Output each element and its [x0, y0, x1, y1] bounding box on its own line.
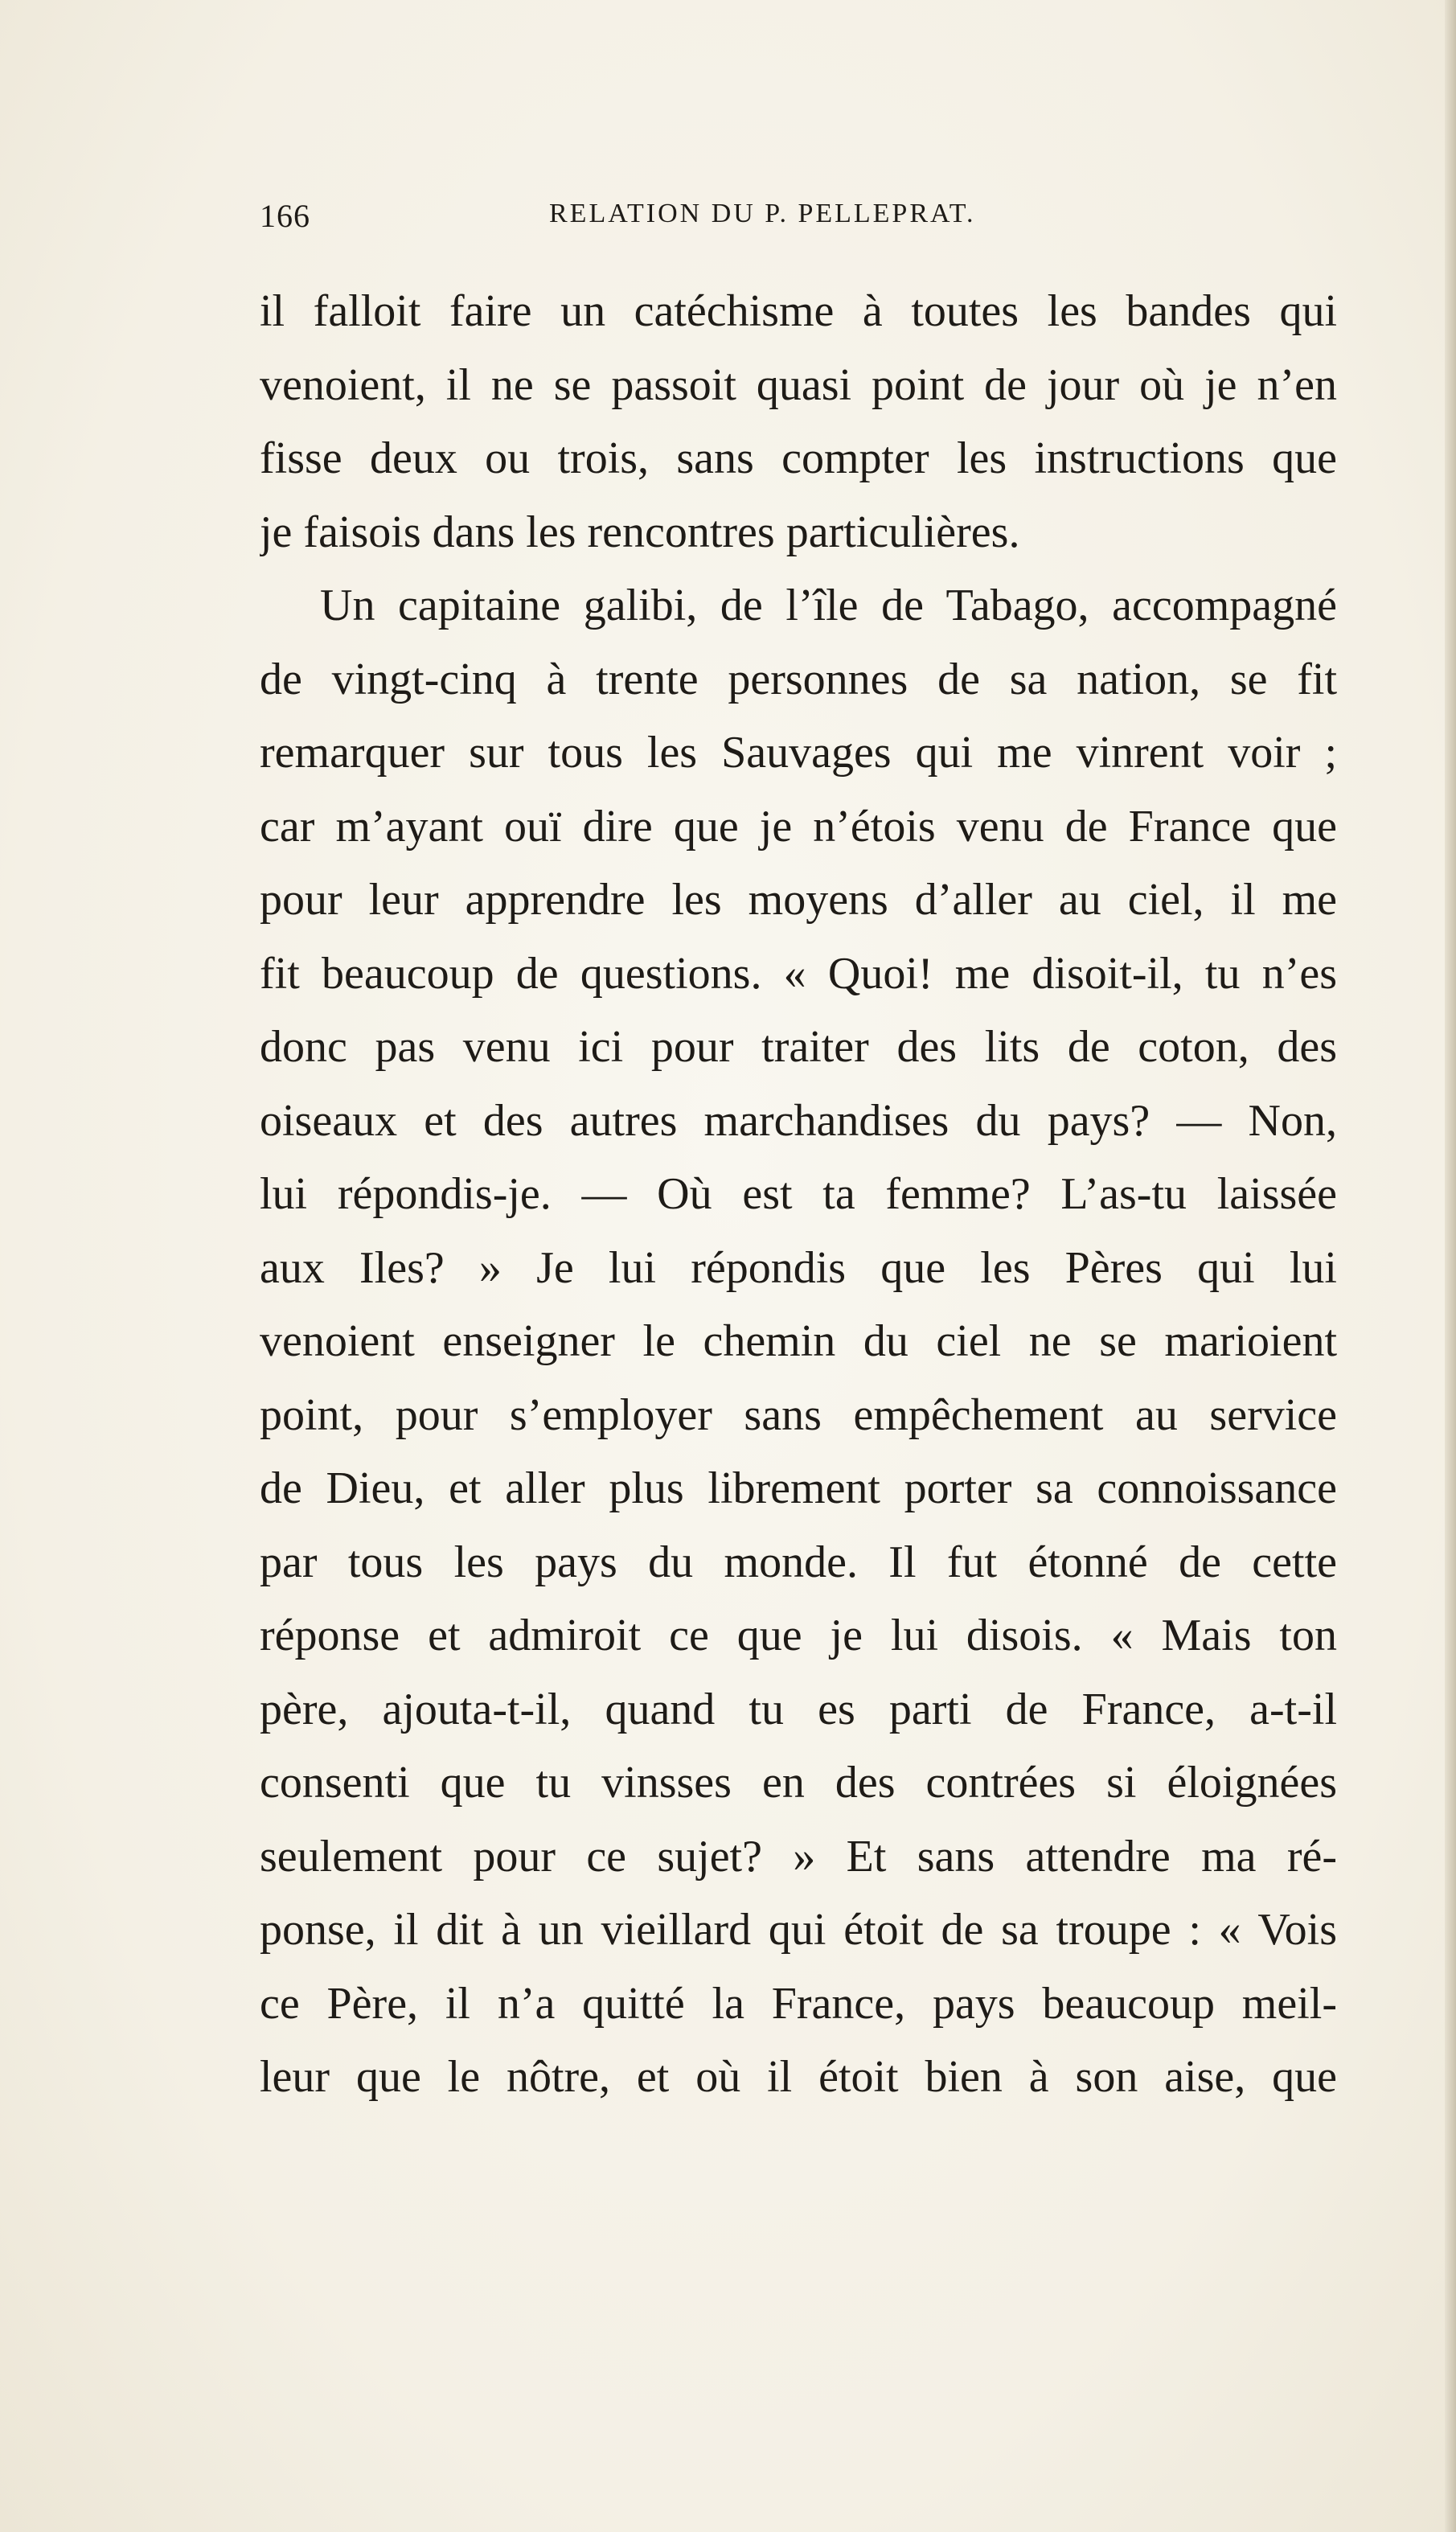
text-line: donc pas venu ici pour traiter des lits de coton, des: [260, 1022, 1337, 1072]
body-text: [260, 275, 1337, 2115]
text-line: lui répondis-je. — Où est ta femme? L’as-tu laissée: [260, 1169, 1337, 1219]
text-line: ce Père, il n’a quitté la France, pays beaucoup meil-: [260, 1978, 1337, 2029]
page-header: [260, 197, 1337, 245]
text-line: de Dieu, et aller plus librement porter sa connoissance: [260, 1463, 1337, 1513]
text-line: car m’ayant ouï dire que je n’étois venu de France que: [260, 801, 1337, 852]
page-number: 166: [260, 198, 310, 234]
text-line: oiseaux et des autres marchandises du pays? — Non,: [260, 1095, 1337, 1146]
text-line: par tous les pays du monde. Il fut étonné de cette: [260, 1537, 1337, 1587]
text-line: fisse deux ou trois, sans compter les instructions que: [260, 433, 1337, 483]
page-edge: [1445, 0, 1456, 2532]
text-line: seulement pour ce sujet? » Et sans attendre ma ré-: [260, 1831, 1337, 1882]
text-line: leur que le nôtre, et où il étoit bien à son aise, que: [260, 2052, 1337, 2102]
running-head: RELATION DU P. PELLEPRAT.: [549, 199, 976, 228]
text-line: père, ajouta-t-il, quand tu es parti de France, a-t-il: [260, 1684, 1337, 1734]
text-line: réponse et admiroit ce que je lui disois. « Mais ton: [260, 1611, 1337, 1660]
text-line: remarquer sur tous les Sauvages qui me vinrent voir ;: [260, 728, 1337, 778]
text-line: de vingt-cinq à trente personnes de sa nation, se fit: [260, 654, 1337, 704]
text-line: pour leur apprendre les moyens d’aller au ciel, il me: [260, 875, 1337, 925]
text-line: aux Iles? » Je lui répondis que les Pères qui lui: [260, 1242, 1337, 1293]
text-line: ponse, il dit à un vieillard qui étoit de sa troupe : « Vois: [260, 1905, 1337, 1955]
text-line: venoient, il ne se passoit quasi point de jour où je n’en: [260, 359, 1337, 410]
text-line: il falloit faire un catéchisme à toutes les bandes qui: [260, 286, 1337, 336]
text-line: je faisois dans les rencontres particulières.: [260, 507, 1020, 557]
text-line: point, pour s’employer sans empêchement au service: [260, 1389, 1337, 1440]
text-line: Un capitaine galibi, de l’île de Tabago, accompagné: [320, 581, 1337, 630]
text-line: consenti que tu vinsses en des contrées si éloignées: [260, 1758, 1337, 1808]
text-line: fit beaucoup de questions. « Quoi! me disoit-il, tu n’es: [260, 948, 1337, 999]
text-line: venoient enseigner le chemin du ciel ne se marioient: [260, 1316, 1337, 1366]
